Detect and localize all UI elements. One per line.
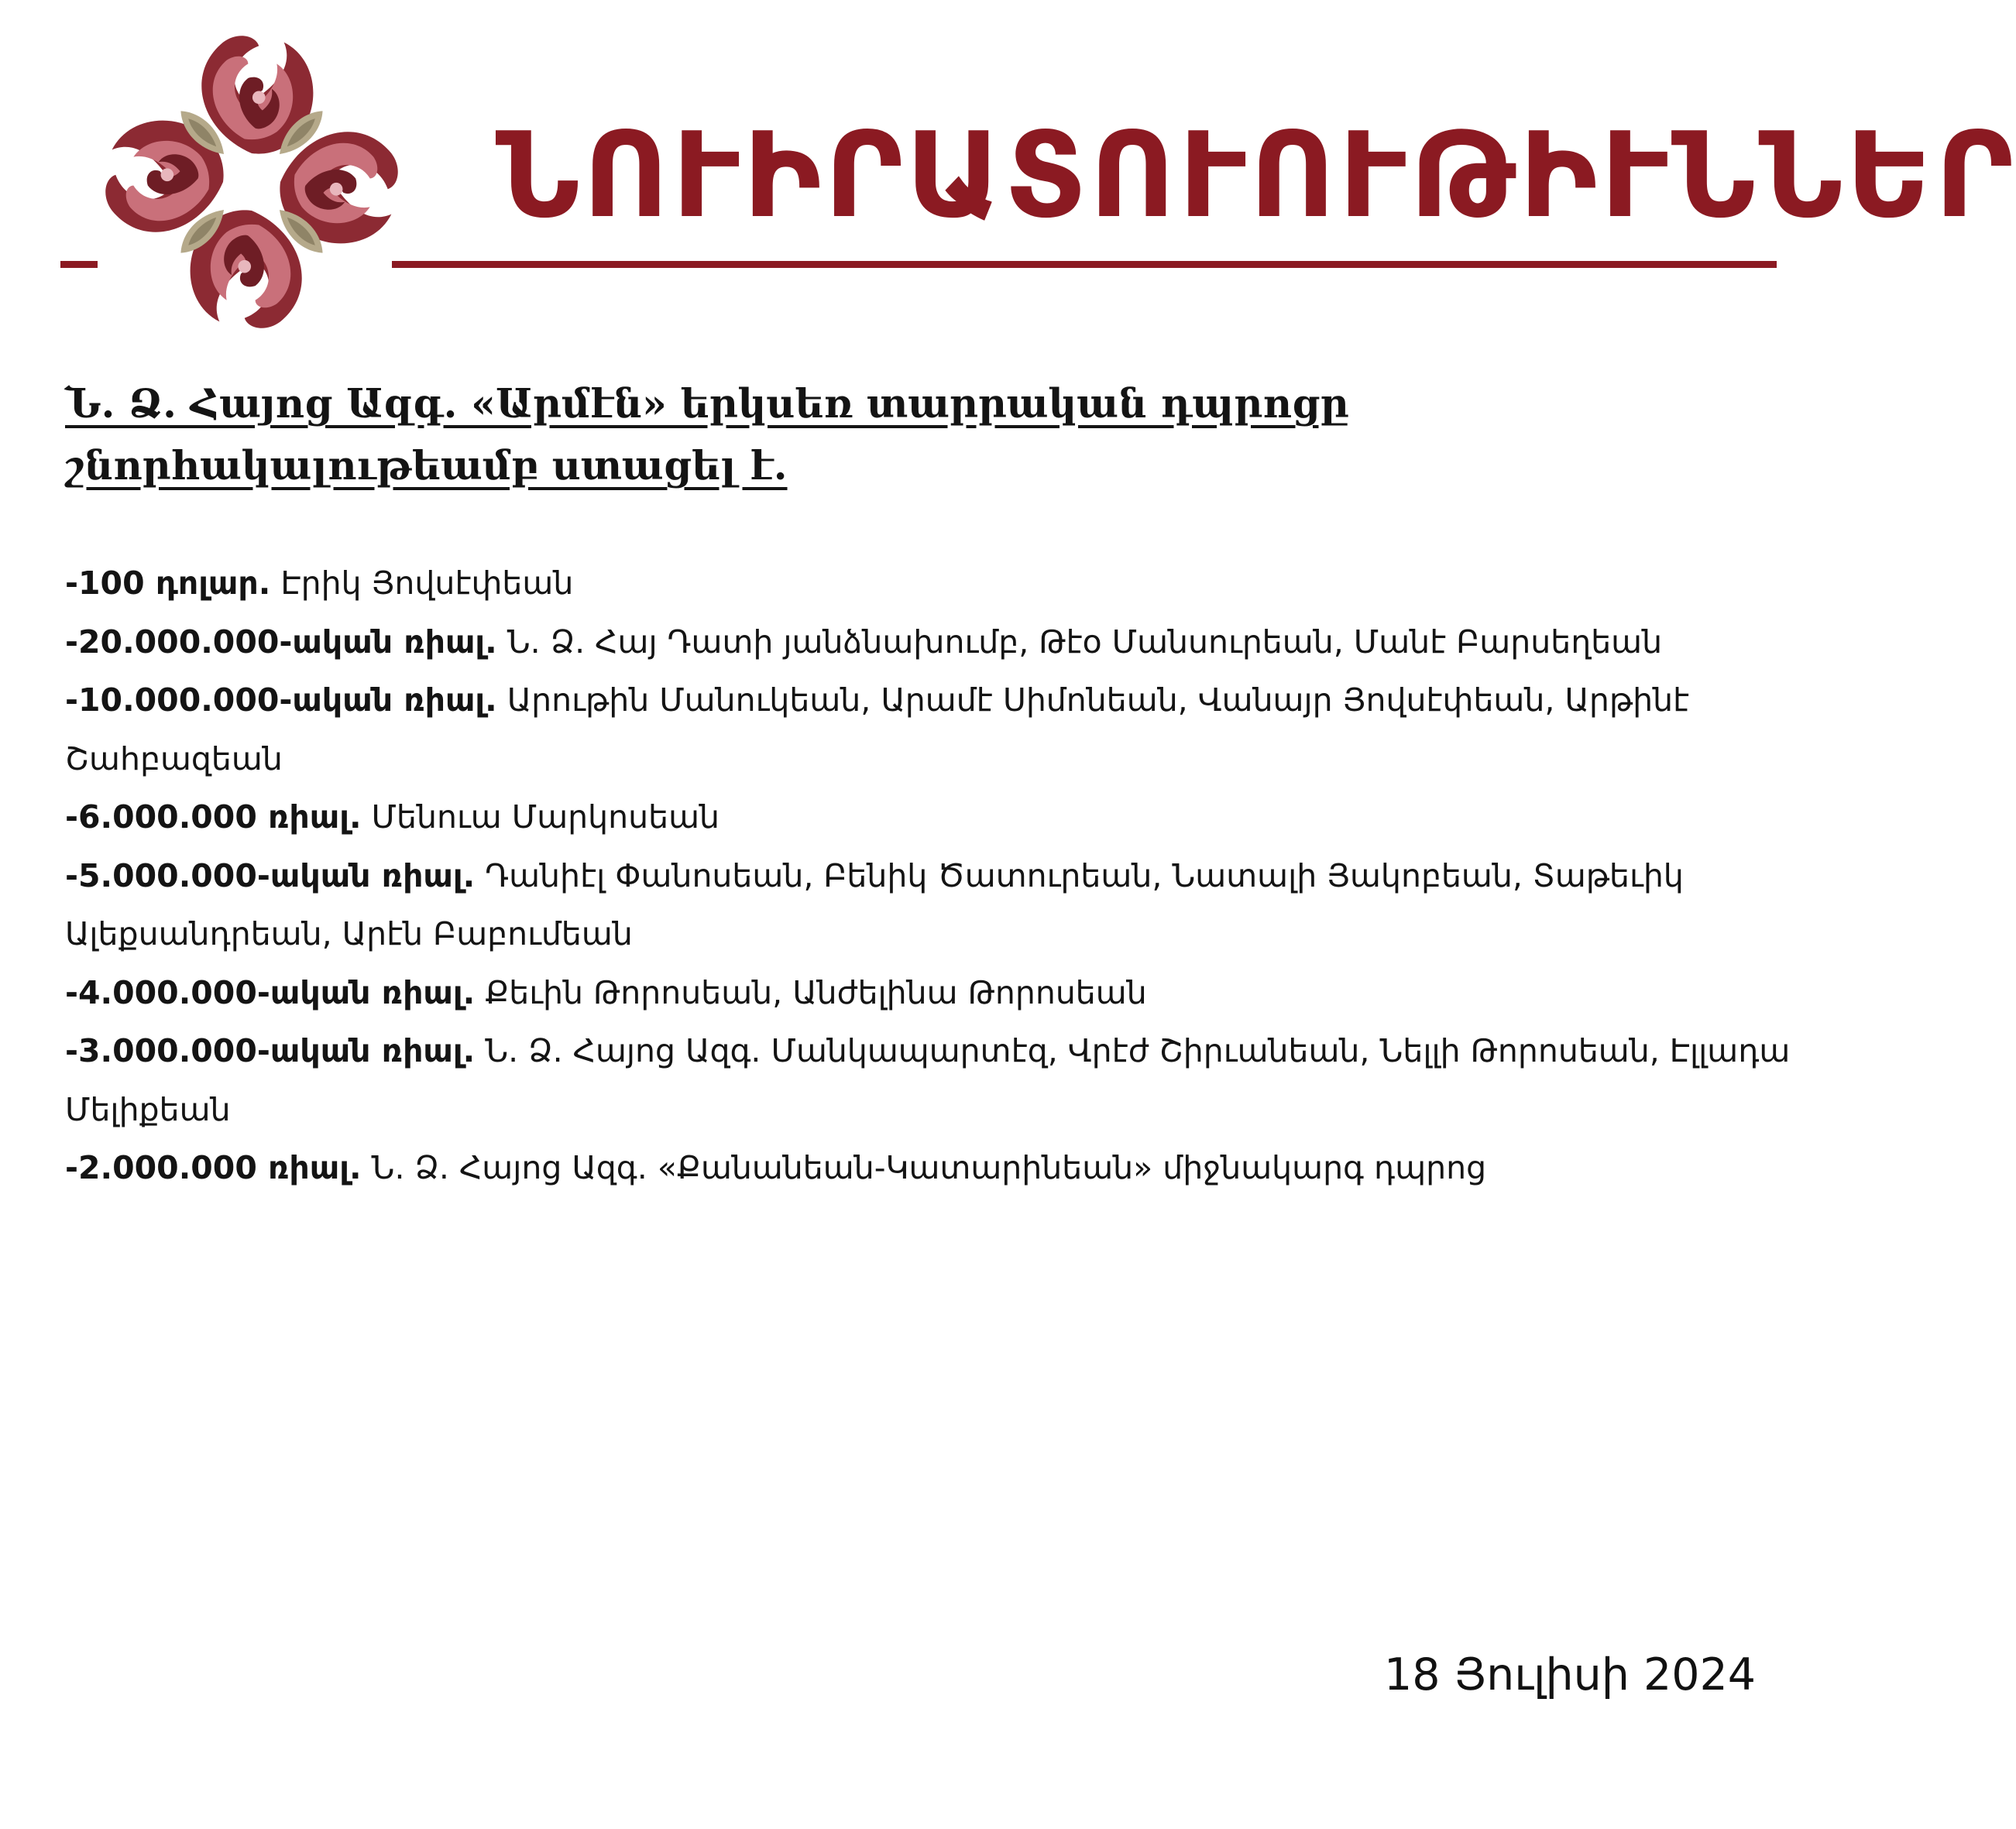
donor-names: Դանիէլ Փանոսեան, Բենիկ Ծատուրեան, Նատալի Յակոբեան, Տաթեւիկ Ալեքսանդրեան, Արէն Բաբումեան [65,856,1684,952]
donor-names: Մենուա Մարկոսեան [361,798,720,836]
rosette-logo-icon [108,31,395,333]
header-rule-left [60,261,98,268]
list-item [65,613,1792,672]
donation-amount: -6.000.000 ռիալ. [65,798,362,836]
page-title: ՆՈՒԻՐԱՏՈՒՈՒԹԻՒՆՆԵՐ [496,107,2016,244]
donation-amount: -10.000.000-ական ռիալ. [65,681,497,719]
donation-amount: -20.000.000-ական ռիալ. [65,623,497,661]
donation-amount: -4.000.000-ական ռիալ. [65,973,476,1011]
donor-names: Ն. Ձ. Հայոց Ազգ. «Քանանեան-Կատարինեան» միջնակարգ դպրոց [361,1149,1487,1186]
donor-names: Էրիկ Յովսէփեան [270,564,574,602]
list-item [65,1139,1792,1198]
publication-date: 18 Յուլիսի 2024 [1383,1649,1756,1700]
donor-names: Արութին Մանուկեան, Արամէ Սիմոնեան, Վանայր Յովսէփեան, Արթինէ Շահբազեան [65,681,1690,777]
donation-amount: -3.000.000-ական ռիալ. [65,1032,476,1069]
list-item [65,671,1792,788]
donation-amount: -100 դոլար. [65,564,271,602]
donation-amount: -5.000.000-ական ռիալ. [65,856,476,894]
donation-heading: Ն. Ձ. Հայոց Ազգ. «Արմէն» երկսեռ տարրական դպրոցը շնորհակալութեամբ ստացել է. [65,381,1349,489]
header-rule-right [392,261,1777,268]
list-item [65,964,1792,1023]
donation-amount: -2.000.000 ռիալ. [65,1149,362,1186]
donor-names: Ն. Ձ. Հայոց Ազգ. Մանկապարտէզ, Վրէժ Շիրւանեան, Նելլի Թորոսեան, Էլլադա Մելիքեան [65,1032,1791,1128]
donor-names: Քեւին Թորոսեան, Անժելինա Թորոսեան [475,973,1147,1011]
donor-names: Ն. Ձ. Հայ Դատի յանձնախումբ, Թէօ Մանսուրեան, Մանէ Բարսեղեան [496,623,1663,661]
list-item [65,847,1792,964]
list-item [65,1022,1792,1139]
donation-list [65,554,1792,1198]
list-item [65,554,1792,613]
list-item [65,788,1792,847]
